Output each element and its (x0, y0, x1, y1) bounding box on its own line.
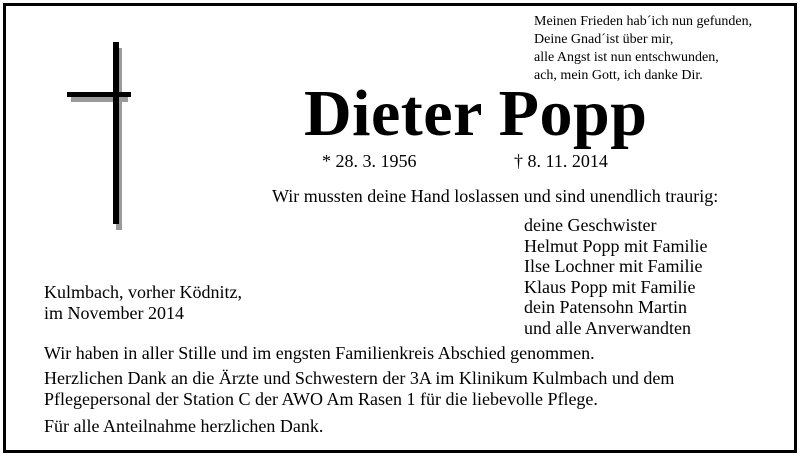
thanks-line: Herzlichen Dank an die Ärzte und Schwestern der 3A im Klinikum Kulmbach und dem (44, 368, 675, 388)
poem-line: Deine Gnad´ist über mir, (534, 32, 674, 47)
mourner: Klaus Popp mit Familie (524, 276, 696, 297)
deceased-name: Dieter Popp (304, 77, 648, 150)
thanks-line: Pflegepersonal der Station C der AWO Am Rasen 1 für die liebevolle Pflege. (44, 388, 598, 409)
mourners-list (524, 215, 708, 339)
place-line: Kulmbach, vorher Ködnitz, (44, 282, 242, 302)
mourner: und alle Anverwandten (524, 317, 691, 338)
mourner: Helmut Popp mit Familie (524, 235, 708, 256)
birth-date: * 28. 3. 1956 (322, 151, 417, 171)
farewell-text: Wir haben in aller Stille und im engsten Familienkreis Abschied genommen. (44, 343, 595, 363)
death-date: † 8. 11. 2014 (514, 151, 608, 171)
mourner: deine Geschwister (524, 215, 657, 235)
lead-text: Wir mussten deine Hand loslassen und sind unendlich traurig: (272, 186, 719, 206)
poem-line: alle Angst ist nun entschwunden, (534, 50, 719, 65)
poem-line: ach, mein Gott, ich danke Dir. (534, 68, 703, 83)
thanks-text (44, 368, 674, 409)
mourner: dein Patensohn Martin (524, 297, 687, 318)
mourner: Ilse Lochner mit Familie (524, 256, 703, 277)
closing-text: Für alle Anteilnahme herzlichen Dank. (44, 416, 324, 436)
poem-line: Meinen Frieden hab´ich nun gefunden, (534, 14, 753, 29)
cross-icon (65, 42, 131, 232)
place-and-date (44, 282, 242, 323)
poem (534, 13, 752, 85)
place-line: im November 2014 (44, 302, 184, 323)
